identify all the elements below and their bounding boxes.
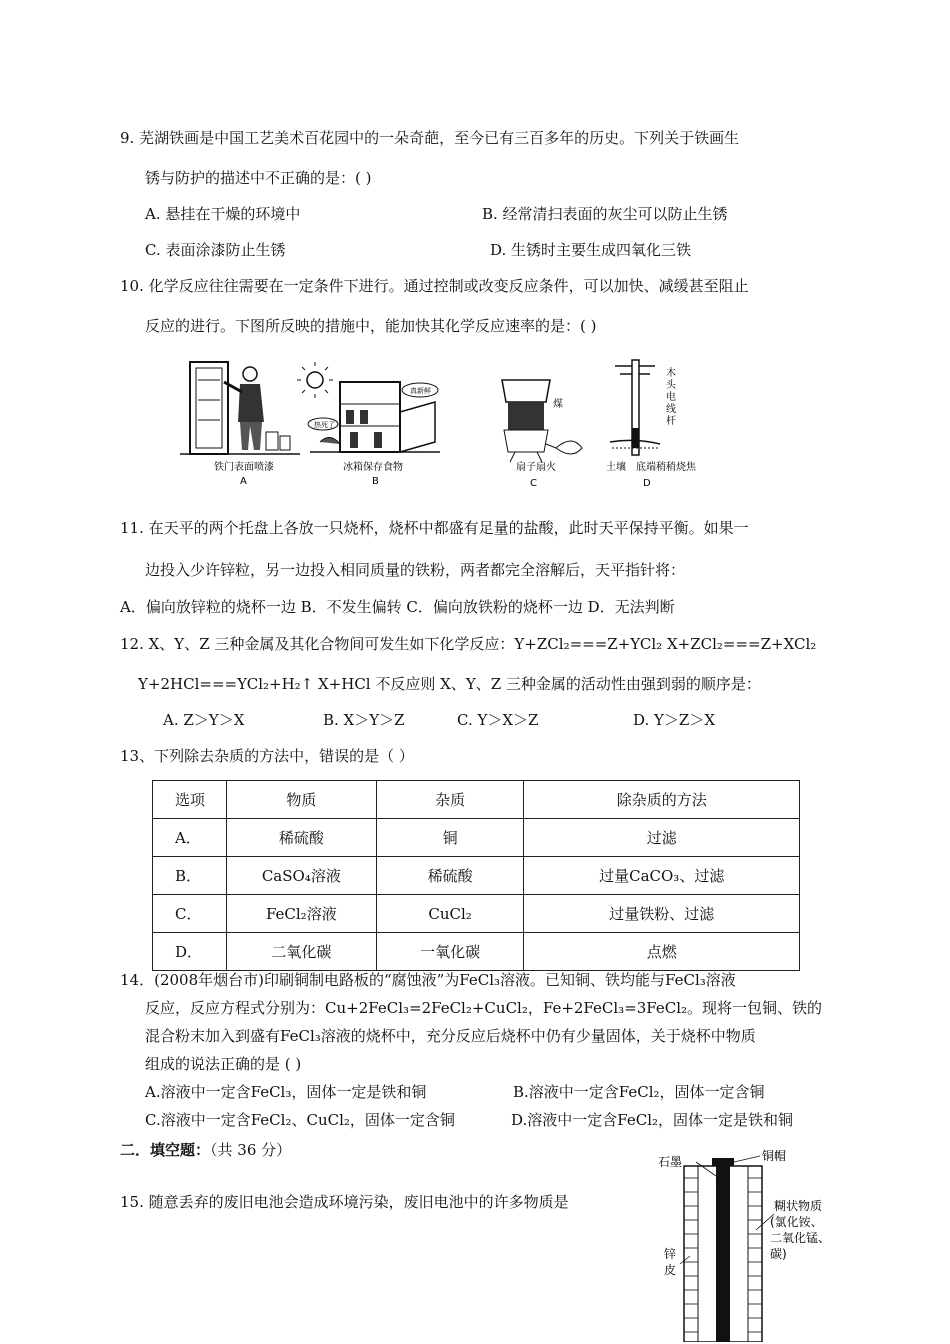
table-cell: 过滤 — [524, 819, 800, 857]
table-cell: D． — [153, 933, 227, 971]
table-header-cell: 选项 — [153, 781, 227, 819]
q13-stem: 13、下列除去杂质的方法中，错误的是（ ） — [120, 747, 414, 765]
q10-stem-line1: 10. 化学反应往往需要在一定条件下进行。通过控制或改变反应条件，可以加快、减缓甚至阻止 — [120, 277, 749, 295]
q9-option-b: B. 经常清扫表面的灰尘可以防止生锈 — [482, 205, 728, 223]
figure-d-caption: 底端稍稍烧焦 — [636, 462, 696, 473]
table-cell: 过量铁粉、过滤 — [524, 895, 800, 933]
figure-b-fridge — [297, 362, 440, 452]
table-cell: 二氧化碳 — [226, 933, 376, 971]
figure-a-painting-door — [180, 362, 300, 454]
q12-stem-line1: 12. X、Y、Z 三种金属及其化合物间可发生如下化学反应：Y+ZCl₂===Z+YCl₂ X+ZCl₂===Z+XCl₂ — [120, 635, 817, 653]
q12-option-a: A. Z＞Y＞X — [163, 711, 245, 729]
q10-figure — [180, 352, 720, 492]
q14-option-c: C.溶液中一定含FeCl₂、CuCl₂，固体一定含铜 — [145, 1111, 455, 1129]
q14-stem-line2: 反应，反应方程式分别为：Cu+2FeCl₃=2FeCl₂+CuCl₂，Fe+2FeCl₃=3FeCl₂。现将一包铜、铁的 — [145, 999, 823, 1017]
battery-figure — [650, 1146, 850, 1342]
q11-stem-line1: 11. 在天平的两个托盘上各放一只烧杯，烧杯中都盛有足量的盐酸，此时天平保持平衡。如果一 — [120, 519, 749, 537]
table-cell: CaSO₄溶液 — [226, 857, 376, 895]
q9-option-a: A. 悬挂在干燥的环境中 — [145, 205, 301, 223]
table-cell: 铜 — [376, 819, 524, 857]
copper-cap-label: 铜帽 — [762, 1149, 787, 1163]
figure-c-caption: 扇子扇火 — [516, 462, 556, 473]
q14-stem-line1: 14．(2008年烟台市)印刷铜制电路板的“腐蚀液”为FeCl₃溶液。已知铜、铁均能与FeCl₃溶液 — [120, 971, 736, 989]
figure-d-label-5: 杆 — [666, 416, 676, 427]
paste-label-1: 糊状物质 — [774, 1199, 823, 1213]
q9-stem-line1: 9. 芜湖铁画是中国工艺美术百花园中的一朵奇葩，至今已有三百多年的历史。下列关于铁画生 — [120, 129, 740, 147]
table-cell: CuCl₂ — [376, 895, 524, 933]
table-cell: A． — [153, 819, 227, 857]
q12-stem-line2: Y+2HCl===YCl₂+H₂↑ X+HCl 不反应则 X、Y、Z 三种金属的活动性由强到弱的顺序是： — [138, 675, 761, 693]
q12-option-c: C. Y＞X＞Z — [457, 711, 539, 729]
figure-d-letter: D — [643, 478, 651, 489]
q11-stem-line2: 边投入少许锌粒，另一边投入相同质量的铁粉，两者都完全溶解后，天平指针将： — [145, 561, 686, 579]
q14-stem-line4: 组成的说法正确的是 ( ) — [145, 1055, 302, 1073]
q14-option-b: B.溶液中一定含FeCl₂，固体一定含铜 — [513, 1083, 765, 1101]
section-heading — [120, 1140, 291, 1160]
figure-d-label-4: 线 — [666, 404, 676, 415]
table-cell: 稀硫酸 — [226, 819, 376, 857]
zinc-label-1: 锌 — [664, 1247, 677, 1261]
figure-b-caption: 冰箱保存食物 — [343, 462, 403, 473]
q9-option-d: D. 生锈时主要生成四氧化三铁 — [490, 241, 692, 259]
table-header-cell: 物质 — [226, 781, 376, 819]
figure-b-bubble-hot: 热死了 — [314, 421, 335, 429]
q14-option-d: D.溶液中一定含FeCl₂，固体一定是铁和铜 — [511, 1111, 794, 1129]
table-header-cell: 杂质 — [376, 781, 524, 819]
table-row — [153, 895, 800, 933]
graphite-label: 石墨 — [658, 1155, 683, 1169]
figure-d-label-1: 木 — [666, 368, 676, 379]
figure-a-caption: 铁门表面喷漆 — [214, 462, 274, 473]
q15-stem-line1: 15. 随意丢弃的废旧电池会造成环境污染，废旧电池中的许多物质是 — [120, 1193, 569, 1211]
figure-b-bubble-fresh: 真新鲜 — [410, 387, 431, 395]
table-row — [153, 933, 800, 971]
graphite-rod-shape — [716, 1166, 730, 1342]
q10-stem-line2: 反应的进行。下图所反映的措施中，能加快其化学反应速率的是：( ) — [145, 317, 597, 335]
paste-label-2: (氯化铵、 — [770, 1215, 823, 1229]
figure-c-stove — [502, 380, 582, 462]
figure-d-caption-soil: 土壤 — [606, 462, 626, 473]
figure-d-label-3: 电 — [666, 392, 676, 403]
table-row — [153, 857, 800, 895]
q9-option-c: C. 表面涂漆防止生锈 — [145, 241, 286, 259]
figure-d-label-2: 头 — [666, 380, 676, 391]
table-cell: FeCl₂溶液 — [226, 895, 376, 933]
zinc-label-2: 皮 — [664, 1263, 677, 1277]
table-cell: 过量CaCO₃、过滤 — [524, 857, 800, 895]
paste-label-3: 二氧化锰、 — [770, 1231, 831, 1245]
q12-option-b: B. X＞Y＞Z — [323, 711, 405, 729]
table-cell: 点燃 — [524, 933, 800, 971]
table-cell: 一氧化碳 — [376, 933, 524, 971]
table-row — [153, 819, 800, 857]
q13-table — [152, 780, 800, 971]
figure-a-letter: A — [240, 476, 247, 487]
copper-cap-shape — [712, 1158, 734, 1166]
figure-b-letter: B — [372, 476, 379, 487]
table-header-cell: 除杂质的方法 — [524, 781, 800, 819]
figure-d-wooden-pole — [610, 360, 660, 455]
q14-stem-line3: 混合粉末加入到盛有FeCl₃溶液的烧杯中，充分反应后烧杯中仍有少量固体，关于烧杯中物质 — [145, 1027, 756, 1045]
paste-label-4: 碳) — [770, 1247, 787, 1261]
q14-option-a: A.溶液中一定含FeCl₃，固体一定是铁和铜 — [145, 1083, 427, 1101]
section-title: 二．填空题： — [120, 1141, 211, 1159]
q9-stem-line2: 锈与防护的描述中不正确的是：( ) — [145, 169, 372, 187]
table-header-row — [153, 781, 800, 819]
table-cell: C． — [153, 895, 227, 933]
figure-c-coal-label: 煤 — [553, 399, 563, 410]
q12-option-d: D. Y＞Z＞X — [633, 711, 716, 729]
table-cell: 稀硫酸 — [376, 857, 524, 895]
figure-c-letter: C — [530, 478, 537, 489]
q11-options: A．偏向放锌粒的烧杯一边 B．不发生偏转 C．偏向放铁粉的烧杯一边 D．无法判断 — [120, 598, 675, 616]
table-cell: B． — [153, 857, 227, 895]
section-score: （共 36 分） — [210, 1141, 292, 1159]
